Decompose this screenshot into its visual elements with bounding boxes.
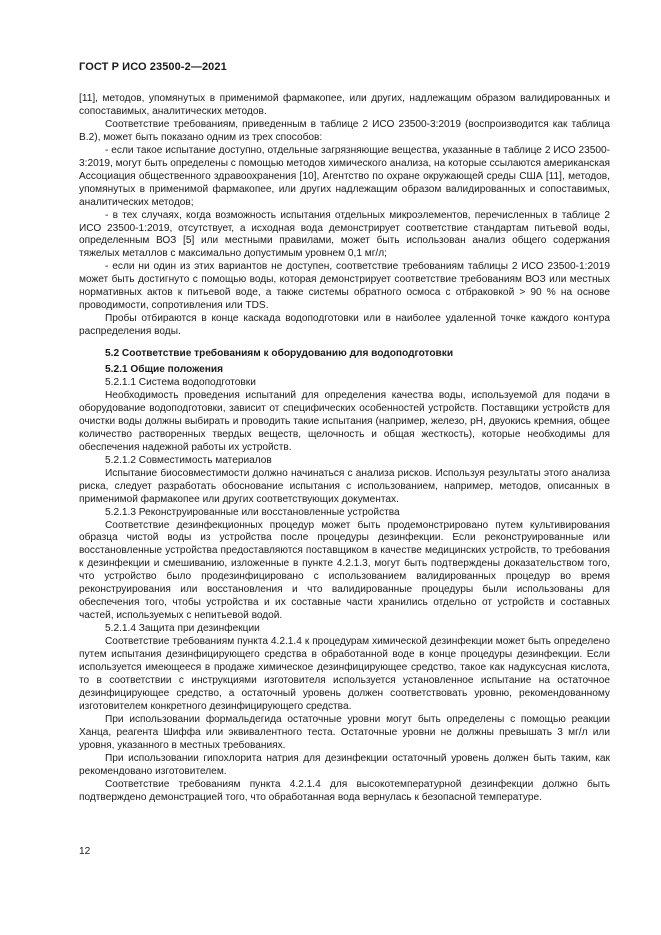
paragraph: Соответствие требованиям пункта 4.2.1.4 к процедурам химической дезинфекции может быть определено путем испытания дезинфицирующего средства в обработанной воде в конце процедуры дезинфекции. Если используется имеющееся в продаже химическое дезинфицирующее средство, такое как надуксусная кислота, то в соответствии с инструкциями изготовителя используется установленное испытание на остаточное дезинфицирующее средство, а остаточный уровень должен соответствовать уровню, рекомендованному изготовителем конкретного дезинфицирующего средства. bbox=[79, 636, 610, 712]
paragraph: [11], методов, упомянутых в применимой фармакопее, или других, надлежащим образом валидированных и сопоставимых, аналитических методов. bbox=[79, 93, 610, 117]
subsection-heading-5-2-1-4: 5.2.1.4 Защита при дезинфекции bbox=[105, 623, 260, 635]
subsection-heading-5-2-1-1: 5.2.1.1 Система водоподготовки bbox=[105, 377, 256, 389]
subsection-heading-5-2-1-3: 5.2.1.3 Реконструированные или восстановленные устройства bbox=[105, 506, 400, 518]
section-heading-5-2-1: 5.2.1 Общие положения bbox=[105, 364, 223, 376]
paragraph: Соответствие дезинфекционных процедур может быть продемонстрировано путем культивирования образца чистой воды из устройства после процедуры дезинфекции. Если реконструированные или восстановленные устройства предоставляются поставщиком в качестве медицинских устройств, то требования к дезинфекции и смешиванию, изложенные в пункте 4.2.1.3, могут быть подтверждены доказательством того, что устройство было продезинфицировано с использованием валидированных процедур во время реконструирования или восстановления и что валидированные процедуры были использованы для обеспечения того, чтобы устройства и их составные части хранились отдельно от устройств и составных частей, используемых с непитьевой водой. bbox=[79, 519, 610, 622]
document-header: ГОСТ Р ИСО 23500-2—2021 bbox=[79, 61, 227, 73]
page-number: 12 bbox=[79, 846, 91, 857]
list-item: - если такое испытание доступно, отдельные загрязняющие вещества, указанные в таблице 2 ИСО 23500-3:2019, могут быть определены с помощью методов химического анализа, на которые ссылаются американская Ассоциация общественного здравоохранения [10], Агентство по охране окружающей среды США [11], методов, упомянутых в применимой фармакопее, или других надлежащим образом валидированных и сопоставимых, аналитических методов; bbox=[79, 144, 610, 208]
paragraph: При использовании гипохлорита натрия для дезинфекции остаточный уровень должен быть таким, как рекомендовано изготовителем. bbox=[79, 752, 610, 777]
paragraph: Соответствие требованиям, приведенным в таблице 2 ИСО 23500-3:2019 (воспроизводится как таблица В.2), может быть показано одним из трех способов: bbox=[79, 118, 610, 143]
paragraph: Соответствие требованиям пункта 4.2.1.4 для высокотемпературной дезинфекции должно быть подтверждено демонстрацией того, что обработанная вода вернулась к безопасной температуре. bbox=[79, 778, 610, 803]
list-item: - в тех случаях, когда возможность испытания отдельных микроэлементов, перечисленных в таблице 2 ИСО 23500-1:2019, отсутствует, а исходная вода демонстрирует соответствие стандартам питьевой воды, определенным ВОЗ [5] или местными правилами, может быть использован анализ общего содержания тяжелых металлов с максимально допустимым уровнем 0,1 мг/л; bbox=[79, 209, 610, 260]
paragraph: При использовании формальдегида остаточные уровни могут быть определены с помощью реакции Ханца, реагента Шиффа или эквивалентного теста. Остаточные уровни не должны превышать 3 мг/л или уровня, указанного в местных требованиях. bbox=[79, 713, 610, 751]
list-item: - если ни один из этих вариантов не доступен, соответствие требованиям таблицы 2 ИСО 23500-1:2019 может быть достигнуто с помощью воды, которая демонстрирует соответствие требованиям ВОЗ или местных нормативных актов к питьевой воде, а также системы обратного осмоса с отбраковкой > 90 % на основе проводимости, сопротивления или TDS. bbox=[79, 261, 610, 312]
paragraph: Испытание биосовместимости должно начинаться с анализа рисков. Используя результаты этого анализа риска, следует разработать обоснование испытания с использованием, например, методов, описанных в применимой фармакопее или других соответствующих документах. bbox=[79, 467, 610, 505]
document-body bbox=[79, 93, 610, 804]
paragraph: Пробы отбираются в конце каскада водоподготовки или в наиболее удаленной точке каждого контура распределения воды. bbox=[79, 313, 610, 338]
section-heading-5-2: 5.2 Соответствие требованиям к оборудованию для водоподготовки bbox=[105, 348, 454, 360]
paragraph: Необходимость проведения испытаний для определения качества воды, используемой для подачи в оборудование водоподготовки, зависит от специфических особенностей устройств. Поставщики устройств для очистки воды должны выбирать и проводить такие испытания (например, железо, pH, двуокись кремния, общее количество растворенных твердых веществ, щелочность и общая жесткость), которые необходимы для обеспечения надежной работы их устройств. bbox=[79, 389, 610, 453]
subsection-heading-5-2-1-2: 5.2.1.2 Совместимость материалов bbox=[105, 454, 272, 466]
